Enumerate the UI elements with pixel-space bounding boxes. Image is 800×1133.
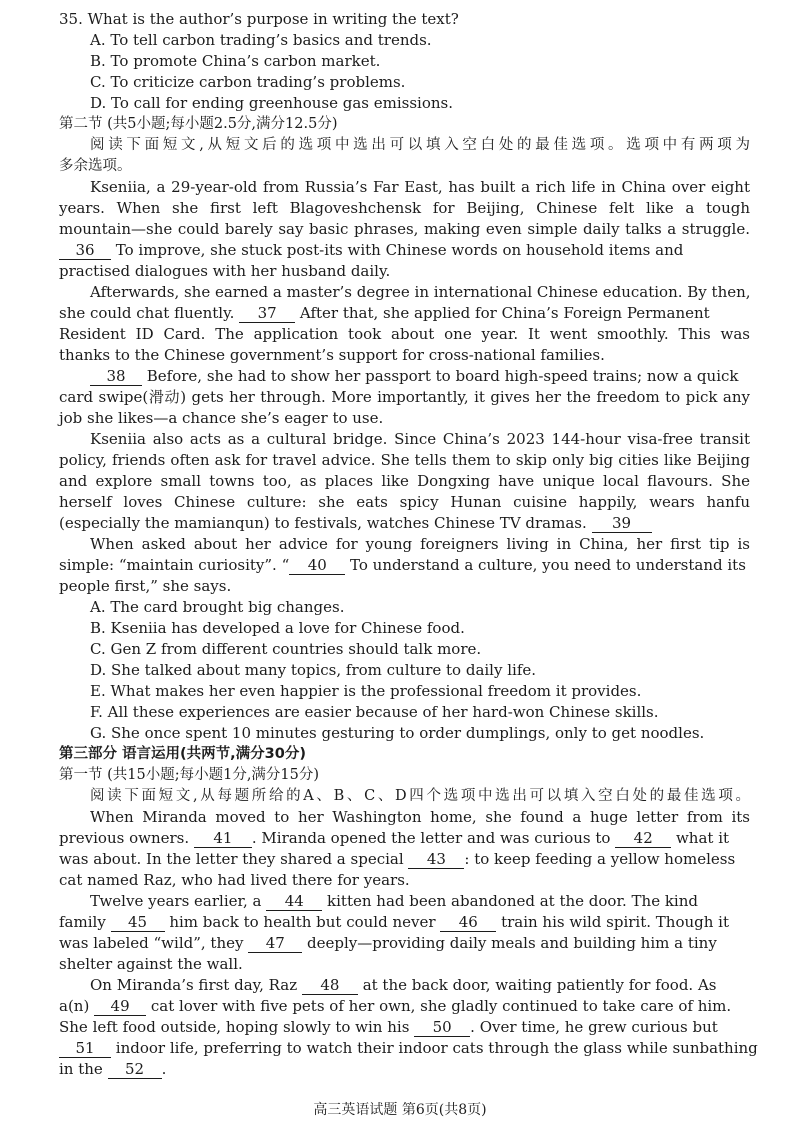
passage-p3-line1 bbox=[90, 366, 750, 387]
option-f: F. All these experiences are easier because of her hard-won Chinese skills. bbox=[90, 703, 659, 721]
cloze-p3-line5-b: . bbox=[161, 1060, 167, 1078]
option-b: B. Kseniia has developed a love for Chinese food. bbox=[90, 619, 465, 637]
blank-45[interactable]: 45 bbox=[111, 913, 165, 932]
cloze-p3-line4-b: indoor life, preferring to watch their indoor cats through the glass while sunbathing bbox=[111, 1039, 758, 1057]
cloze-p1-line2-a: previous owners. bbox=[59, 829, 194, 847]
blank-42[interactable]: 42 bbox=[615, 829, 671, 848]
blank-38[interactable]: 38 bbox=[90, 367, 142, 386]
blank-46[interactable]: 46 bbox=[440, 913, 496, 932]
blank-36[interactable]: 36 bbox=[59, 241, 111, 260]
passage-p4-line5-before: (especially the mamianqun) to festivals, watches Chinese TV dramas. bbox=[59, 514, 592, 532]
cloze-p3-line1 bbox=[90, 975, 750, 996]
passage-p4-line2: policy, friends often ask for travel advice. She tells them to skip only big cities like Beijing bbox=[59, 451, 750, 469]
cloze-p2-line3-a: was labeled “wild”, they bbox=[59, 934, 249, 952]
q35-stem: 35. What is the author’s purpose in writing the text? bbox=[59, 10, 459, 28]
cloze-p3-line2 bbox=[59, 996, 750, 1017]
blank-52[interactable]: 52 bbox=[108, 1060, 162, 1079]
cloze-p2-line2 bbox=[59, 912, 750, 933]
cloze-p2-line1 bbox=[90, 891, 750, 912]
option-g: G. She once spent 10 minutes gesturing to order dumplings, only to get noodles. bbox=[90, 724, 705, 742]
blank-51[interactable]: 51 bbox=[59, 1039, 111, 1058]
cloze-p1-line2 bbox=[59, 828, 750, 849]
cloze-p3-line3-b: . Over time, he grew curious but bbox=[470, 1018, 718, 1036]
cloze-p1-line3-b: : to keep feeding a yellow homeless bbox=[464, 850, 736, 868]
passage-p5-line2-after: To understand a culture, you need to understand its bbox=[345, 556, 746, 574]
cloze-p2-line1-a: Twelve years earlier, a bbox=[90, 892, 267, 910]
option-e: E. What makes her even happier is the professional freedom it provides. bbox=[90, 682, 642, 700]
passage-p4-line5 bbox=[59, 513, 750, 534]
cloze-p1-line4: cat named Raz, who had lived there for years. bbox=[59, 871, 410, 889]
blank-39[interactable]: 39 bbox=[592, 514, 652, 533]
blank-40[interactable]: 40 bbox=[289, 556, 345, 575]
passage-p1-line3: mountain—she could barely say basic phrases, making even simple daily talks a struggle. bbox=[59, 220, 750, 238]
blank-37[interactable]: 37 bbox=[239, 304, 295, 323]
cloze-p3-line5-a: in the bbox=[59, 1060, 108, 1078]
cloze-p2-line3-b: deeply—providing daily meals and building him a tiny bbox=[302, 934, 717, 952]
passage-p2-line4: thanks to the Chinese government’s support for cross-national families. bbox=[59, 346, 605, 364]
cloze-p2-line2-b: him back to health but could never bbox=[164, 913, 441, 931]
cloze-p2-line2-c: train his wild spirit. Though it bbox=[496, 913, 730, 931]
blank-41[interactable]: 41 bbox=[194, 829, 252, 848]
passage-p2-line1: Afterwards, she earned a master’s degree in international Chinese education. By then, bbox=[90, 283, 751, 301]
section2-instruction-line2: 多余选项。 bbox=[59, 158, 132, 174]
option-a: A. The card brought big changes. bbox=[90, 598, 345, 616]
q35-option-d: D. To call for ending greenhouse gas emissions. bbox=[90, 94, 454, 112]
passage-p1-line1: Kseniia, a 29-year-old from Russia’s Far East, has built a rich life in China over eight bbox=[90, 178, 750, 196]
cloze-p3-line3 bbox=[59, 1017, 750, 1038]
passage-p5-line2-before: simple: “maintain curiosity”. “ bbox=[59, 556, 290, 574]
passage-p5-line1: When asked about her advice for young foreigners living in China, her first tip is bbox=[90, 535, 750, 553]
cloze-p1-line1: When Miranda moved to her Washington home, she found a huge letter from its bbox=[90, 808, 750, 826]
cloze-p2-line4: shelter against the wall. bbox=[59, 955, 243, 973]
blank-49[interactable]: 49 bbox=[94, 997, 146, 1016]
passage-p3-line1-after: Before, she had to show her passport to board high-speed trains; now a quick bbox=[142, 367, 739, 385]
page-footer: 高三英语试题 第6页(共8页) bbox=[313, 1102, 487, 1118]
cloze-p1-line3 bbox=[59, 849, 750, 870]
passage-p5-line3: people first,” she says. bbox=[59, 577, 232, 595]
option-c: C. Gen Z from different countries should talk more. bbox=[90, 640, 482, 658]
option-d: D. She talked about many topics, from culture to daily life. bbox=[90, 661, 537, 679]
blank-47[interactable]: 47 bbox=[248, 934, 302, 953]
blank-44[interactable]: 44 bbox=[266, 892, 322, 911]
passage-p4-line3: and explore small towns too, as places like Dongxing have unique local flavours. She bbox=[59, 472, 750, 490]
passage-p1-line2: years. When she first left Blagoveshchensk for Beijing, Chinese felt like a tough bbox=[59, 199, 750, 217]
passage-p1-line4-text: To improve, she stuck post-its with Chinese words on household items and bbox=[111, 241, 684, 259]
cloze-p1-line3-a: was about. In the letter they shared a special bbox=[59, 850, 409, 868]
q35-option-c: C. To criticize carbon trading’s problems. bbox=[90, 73, 406, 91]
part3-section1-heading: 第一节 (共15小题;每小题1分,满分15分) bbox=[59, 767, 320, 783]
cloze-p2-line1-b: kitten had been abandoned at the door. The kind bbox=[322, 892, 698, 910]
passage-p2-line3: Resident ID Card. The application took about one year. It went smoothly. This was bbox=[59, 325, 750, 343]
part3-instruction: 阅读下面短文,从每题所给的A、B、C、D四个选项中选出可以填入空白处的最佳选项。 bbox=[90, 788, 750, 804]
passage-p1-line4 bbox=[59, 240, 750, 261]
passage-p2-line2 bbox=[59, 303, 750, 324]
passage-p2-line2-after: After that, she applied for China’s Foreign Permanent bbox=[295, 304, 710, 322]
cloze-p2-line3 bbox=[59, 933, 750, 954]
passage-p3-line2: card swipe(滑动) gets her through. More importantly, it gives her the freedom to pick any bbox=[59, 388, 750, 406]
blank-50[interactable]: 50 bbox=[414, 1018, 470, 1037]
q35-option-b: B. To promote China’s carbon market. bbox=[90, 52, 381, 70]
cloze-p1-line2-b: . Miranda opened the letter and was curious to bbox=[251, 829, 616, 847]
part3-heading: 第三部分 语言运用(共两节,满分30分) bbox=[59, 746, 306, 762]
cloze-p3-line1-b: at the back door, waiting patiently for food. As bbox=[357, 976, 717, 994]
q35-option-a: A. To tell carbon trading’s basics and trends. bbox=[90, 31, 432, 49]
cloze-p3-line2-b: cat lover with five pets of her own, she gladly continued to take care of him. bbox=[146, 997, 732, 1015]
passage-p4-line4: herself loves Chinese culture: she eats spicy Hunan cuisine happily, wears hanfu bbox=[59, 493, 750, 511]
cloze-p3-line3-a: She left food outside, hoping slowly to win his bbox=[59, 1018, 415, 1036]
cloze-p3-line2-a: a(n) bbox=[59, 997, 95, 1015]
blank-43[interactable]: 43 bbox=[408, 850, 464, 869]
passage-p3-line3: job she likes—a chance she’s eager to use. bbox=[59, 409, 384, 427]
blank-48[interactable]: 48 bbox=[302, 976, 358, 995]
passage-p5-line2 bbox=[59, 555, 750, 576]
section2-instruction-line1: 阅读下面短文,从短文后的选项中选出可以填入空白处的最佳选项。选项中有两项为 bbox=[90, 137, 750, 153]
section2-heading: 第二节 (共5小题;每小题2.5分,满分12.5分) bbox=[59, 116, 338, 132]
passage-p2-line2-before: she could chat fluently. bbox=[59, 304, 240, 322]
passage-p4-line1: Kseniia also acts as a cultural bridge. Since China’s 2023 144-hour visa-free transit bbox=[90, 430, 750, 448]
cloze-p1-line2-c: what it bbox=[671, 829, 730, 847]
cloze-p2-line2-a: family bbox=[59, 913, 111, 931]
cloze-p3-line5 bbox=[59, 1059, 750, 1080]
passage-p1-line5: practised dialogues with her husband daily. bbox=[59, 262, 391, 280]
cloze-p3-line1-a: On Miranda’s first day, Raz bbox=[90, 976, 302, 994]
cloze-p3-line4 bbox=[59, 1038, 758, 1059]
